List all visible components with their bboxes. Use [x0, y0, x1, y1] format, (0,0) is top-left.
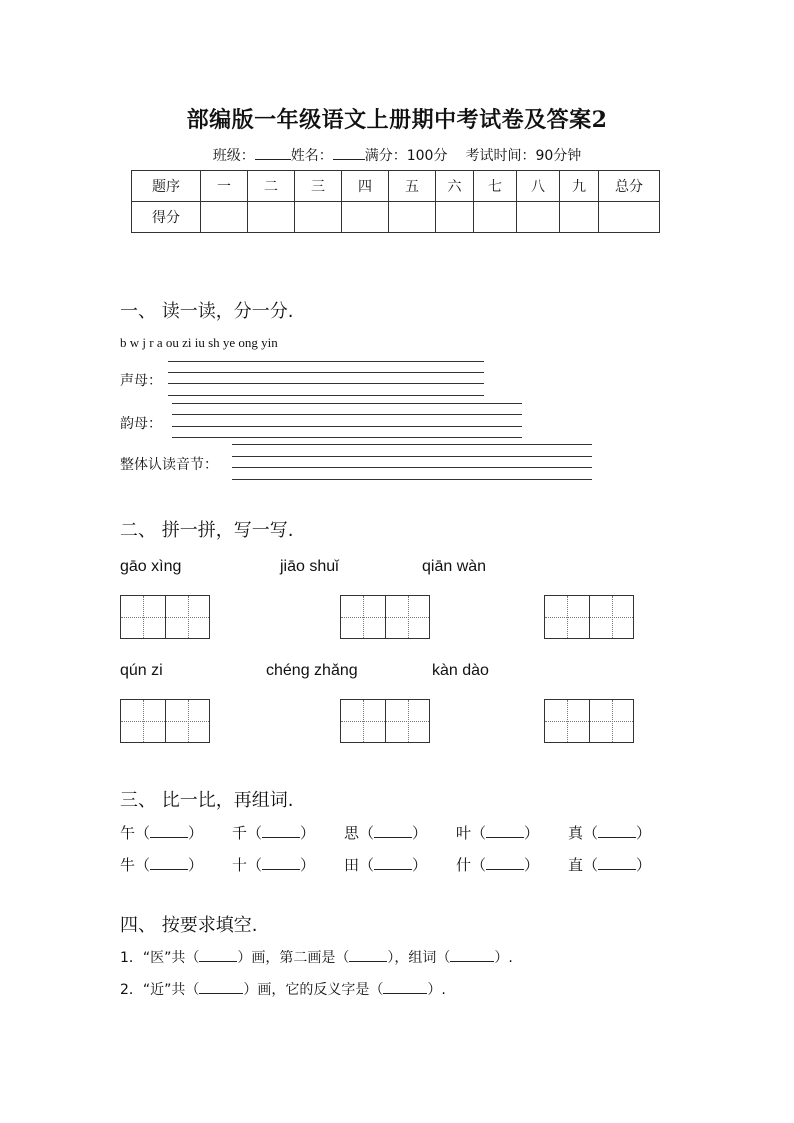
compare-char: 叶: [456, 824, 472, 842]
open-paren: （: [471, 824, 487, 842]
score-cell[interactable]: [436, 202, 474, 233]
exam-time: 考试时间：90分钟: [465, 148, 582, 164]
header-cell: 九: [560, 171, 599, 202]
name-blank[interactable]: [333, 145, 365, 160]
header-cell: 七: [474, 171, 517, 202]
answer-line[interactable]: [232, 467, 592, 468]
word-blank[interactable]: [598, 857, 636, 870]
answer-line[interactable]: [172, 403, 522, 404]
close-paren: ）: [300, 824, 316, 842]
writing-grid[interactable]: [120, 699, 210, 743]
question-text: 2．“近”共（: [120, 982, 200, 998]
header-cell: 六: [436, 171, 474, 202]
question-text: ）.: [427, 982, 446, 998]
answer-line[interactable]: [232, 479, 592, 480]
question-1: [120, 947, 513, 967]
letters-list: b w j r a ou zi iu sh ye ong yin: [120, 335, 278, 350]
open-paren: （: [583, 856, 599, 874]
section1-heading: 一、 读一读，分一分.: [120, 301, 294, 322]
close-paren: ）: [188, 824, 204, 842]
section4-heading: 四、 按要求填空.: [120, 915, 258, 936]
score-cell[interactable]: [248, 202, 295, 233]
word-blank[interactable]: [150, 857, 188, 870]
compare-char: 直: [568, 856, 584, 874]
answer-line[interactable]: [168, 383, 484, 384]
open-paren: （: [583, 824, 599, 842]
header-cell: 四: [342, 171, 389, 202]
answer-line[interactable]: [168, 395, 484, 396]
close-paren: ）: [636, 856, 652, 874]
answer-blank[interactable]: [199, 949, 237, 962]
answer-blank[interactable]: [383, 981, 427, 994]
compare-char: 牛: [120, 856, 136, 874]
score-cell[interactable]: [389, 202, 436, 233]
class-label: 班级：: [212, 148, 255, 164]
compare-item: [232, 822, 315, 843]
compare-char: 什: [456, 856, 472, 874]
zhengti-label: 整体认读音节：: [120, 457, 218, 473]
score-cell[interactable]: [295, 202, 342, 233]
answer-line[interactable]: [172, 414, 522, 415]
word-blank[interactable]: [374, 825, 412, 838]
writing-grid[interactable]: [544, 699, 634, 743]
compare-char: 真: [568, 824, 584, 842]
close-paren: ）: [412, 856, 428, 874]
word-blank[interactable]: [262, 825, 300, 838]
writing-grid[interactable]: [340, 595, 430, 639]
score-header-row: [132, 171, 660, 202]
writing-grid[interactable]: [340, 699, 430, 743]
compare-item: [568, 822, 651, 843]
header-cell: 三: [295, 171, 342, 202]
answer-line[interactable]: [168, 372, 484, 373]
question-text: ）画，第二画是（: [237, 950, 350, 966]
open-paren: （: [247, 824, 263, 842]
compare-item: [120, 822, 203, 843]
word-blank[interactable]: [486, 825, 524, 838]
score-row: [132, 202, 660, 233]
question-text: ）.: [494, 950, 513, 966]
answer-line[interactable]: [172, 426, 522, 427]
score-cell[interactable]: [342, 202, 389, 233]
compare-item: [568, 854, 651, 875]
header-cell: 五: [389, 171, 436, 202]
pinyin-prompt: qún zi: [120, 662, 163, 679]
answer-line[interactable]: [172, 437, 522, 438]
word-blank[interactable]: [486, 857, 524, 870]
score-cell[interactable]: [517, 202, 560, 233]
open-paren: （: [471, 856, 487, 874]
score-cell[interactable]: [599, 202, 660, 233]
header-cell: 八: [517, 171, 560, 202]
close-paren: ）: [636, 824, 652, 842]
open-paren: （: [359, 856, 375, 874]
page-title: 部编版一年级语文上册期中考试卷及答案2: [186, 107, 608, 133]
compare-item: [456, 822, 539, 843]
header-cell: 二: [248, 171, 295, 202]
writing-grid[interactable]: [544, 595, 634, 639]
header-cell: 总分: [599, 171, 660, 202]
class-blank[interactable]: [255, 145, 291, 160]
pinyin-prompt: kàn dào: [432, 662, 489, 679]
header-cell: 一: [201, 171, 248, 202]
answer-blank[interactable]: [450, 949, 494, 962]
yunmu-label: 韵母：: [120, 416, 162, 432]
header-cell: 题序: [132, 171, 201, 202]
pinyin-prompt: chéng zhǎng: [266, 662, 358, 679]
section2-heading: 二、 拼一拼，写一写.: [120, 520, 294, 541]
open-paren: （: [135, 856, 151, 874]
answer-line[interactable]: [232, 444, 592, 445]
score-table: [131, 170, 660, 233]
score-cell[interactable]: [560, 202, 599, 233]
open-paren: （: [359, 824, 375, 842]
exam-meta: [0, 145, 794, 165]
compare-char: 午: [120, 824, 136, 842]
answer-blank[interactable]: [199, 981, 243, 994]
full-score: 满分：100分: [364, 148, 448, 164]
compare-item: [344, 822, 427, 843]
word-blank[interactable]: [374, 857, 412, 870]
question-text: 1．“医”共（: [120, 950, 200, 966]
compare-char: 千: [232, 824, 248, 842]
compare-item: [344, 854, 427, 875]
shengmu-label: 声母：: [120, 373, 162, 389]
question-2: [120, 979, 446, 999]
compare-item: [120, 854, 203, 875]
close-paren: ）: [524, 856, 540, 874]
question-text: ），组词（: [387, 950, 451, 966]
score-cell[interactable]: [474, 202, 517, 233]
compare-char: 十: [232, 856, 248, 874]
word-blank[interactable]: [598, 825, 636, 838]
close-paren: ）: [412, 824, 428, 842]
compare-item: [456, 854, 539, 875]
close-paren: ）: [300, 856, 316, 874]
pinyin-prompt: jiāo shuǐ: [280, 558, 339, 575]
question-text: ）画，它的反义字是（: [243, 982, 384, 998]
word-blank[interactable]: [262, 857, 300, 870]
compare-item: [232, 854, 315, 875]
pinyin-prompt: gāo xìng: [120, 558, 182, 575]
answer-line[interactable]: [232, 456, 592, 457]
compare-char: 田: [344, 856, 360, 874]
answer-line[interactable]: [168, 361, 484, 362]
score-cell[interactable]: [201, 202, 248, 233]
close-paren: ）: [524, 824, 540, 842]
answer-blank[interactable]: [349, 949, 387, 962]
open-paren: （: [135, 824, 151, 842]
pinyin-prompt: qiān wàn: [422, 558, 487, 575]
open-paren: （: [247, 856, 263, 874]
section3-heading: 三、 比一比，再组词.: [120, 790, 294, 811]
writing-grid[interactable]: [120, 595, 210, 639]
word-blank[interactable]: [150, 825, 188, 838]
close-paren: ）: [188, 856, 204, 874]
name-label: 姓名：: [290, 148, 333, 164]
compare-char: 思: [344, 824, 360, 842]
score-row-label: 得分: [132, 202, 201, 233]
